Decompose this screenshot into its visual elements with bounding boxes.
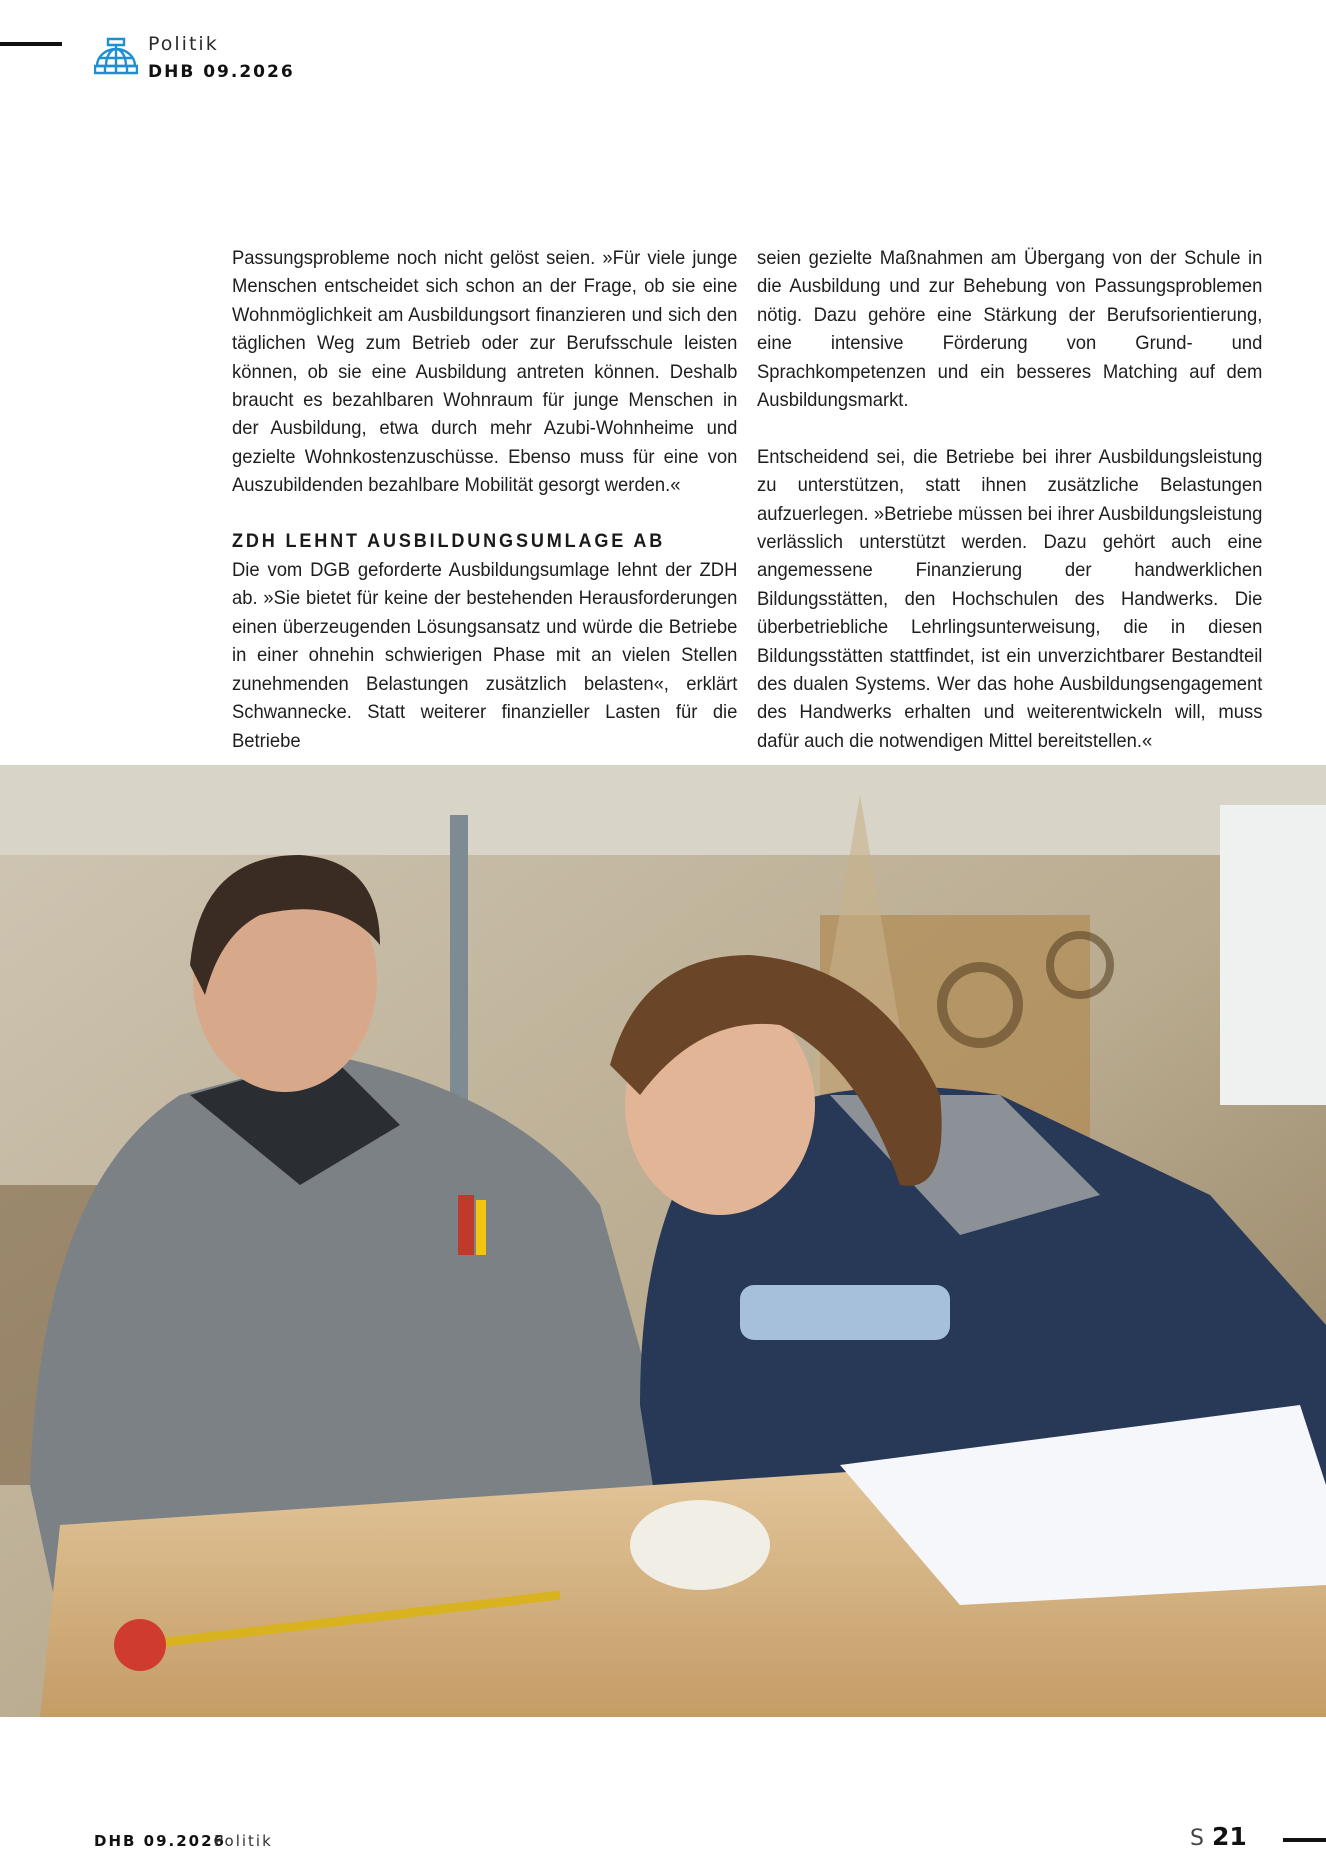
paragraph: Entscheidend sei, die Betriebe bei ihrer Ausbildungsleistung zu unterstützen, statt ihnen zusätzliche Belastungen aufzuerlegen. »Betriebe müssen bei ihrer Ausbildungsleistung verlässlich unterstützt werden. Dazu gehört auch eine angemessene Finanzierung der handwerklichen Bildungsstätten, den Hochschulen des Handwerks. Die überbetriebliche Lehrlingsunterweisung, die in diesen Bildungsstätten stattfindet, ist ein unverzichtbarer Bestandteil des dualen Systems. Wer das hohe Ausbildungsengagement des Handwerks erhalten und weiterentwickeln will, muss dafür auch die notwendigen Mittel bereitstellen.«: [757, 445, 1263, 752]
footer-issue: DHB 09.2026: [94, 1832, 226, 1850]
paragraph: seien gezielte Maßnahmen am Übergang von der Schule in die Ausbildung und zur Behebung von Passungsproblemen nötig. Dazu gehöre eine Stärkung der Berufsorientierung, eine intensive Förderung von Grund- und Sprachkompetenzen und ein besseres Matching auf dem Ausbildungsmarkt.: [757, 247, 1263, 412]
header-section: Politik: [148, 33, 219, 55]
workshop-photo: [0, 765, 1326, 1717]
article-column-left: [232, 244, 737, 755]
paragraph: Passungsprobleme noch nicht gelöst seien. »Für viele junge Menschen entscheidet sich schon an der Frage, ob sie eine Wohnmöglichkeit am Ausbildungsort finanzieren und sich den täglichen Weg zum Betrieb oder zur Berufsschule leisten können, ob sie eine Ausbildung antreten können. Deshalb braucht es bezahlbaren Wohnraum für junge Menschen in der Ausbildung, etwa durch mehr Azubi-Wohnheime und gezielte Wohnkostenzuschüsse. Ebenso muss für eine von Auszubildenden bezahlbare Mobilität gesorgt werden.«: [232, 247, 738, 497]
page-prefix: S: [1190, 1826, 1204, 1851]
paragraph: Die vom DGB geforderte Ausbildungsumlage lehnt der ZDH ab. »Sie bietet für keine der bestehenden Herausforderungen einen überzeugenden Lösungsansatz und würde die Betriebe in einer ohnehin schwierigen Phase mit an vielen Stellen zunehmenden Belastungen zusätzlich belasten«, erklärt Schwannecke. Statt weiterer finanzieller Lasten für die Betriebe: [232, 559, 738, 752]
page-number: 21: [1212, 1822, 1247, 1851]
dome-building-logo-icon: [94, 36, 138, 78]
header-issue: DHB 09.2026: [148, 62, 295, 82]
top-left-rule: [0, 42, 62, 46]
section-heading: ZDH LEHNT AUSBILDUNGSUMLAGE AB: [232, 530, 666, 552]
article-column-right: [757, 244, 1262, 755]
footer-section: Politik: [214, 1832, 273, 1850]
bottom-right-rule: [1283, 1838, 1326, 1842]
